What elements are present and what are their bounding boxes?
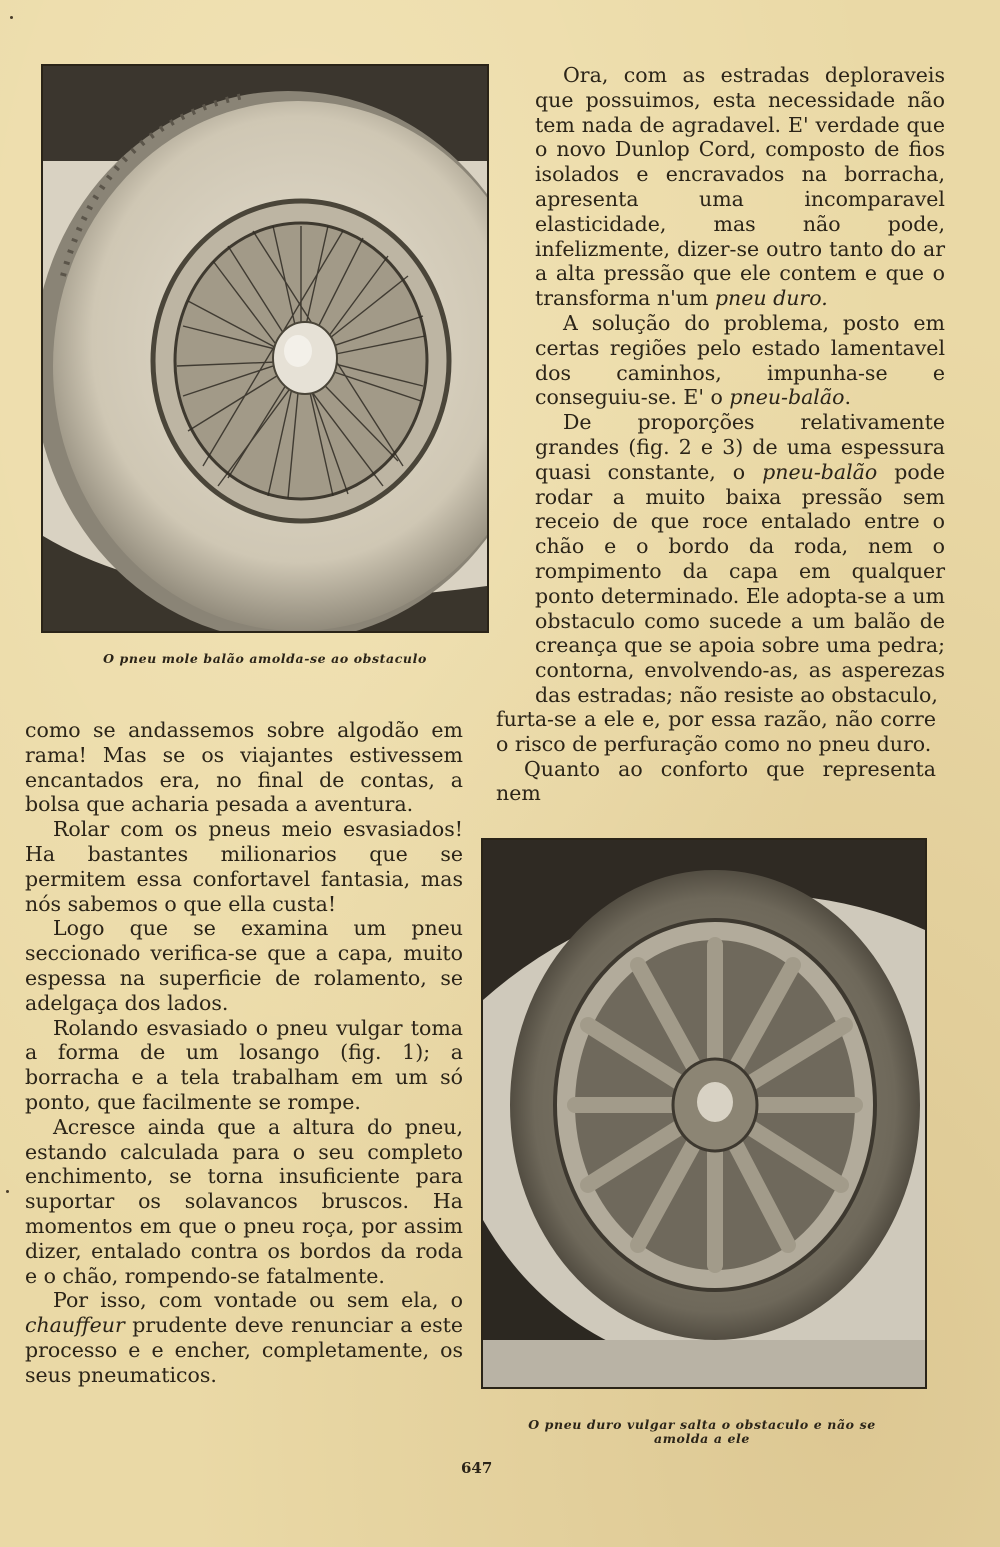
paragraph-text: pode rodar a muito baixa pressão sem receio de que roce entalado entre o chão e o bordo da roda, nem o rompimento da capa em qualquer ponto determinado. Ele adopta-se a um obstaculo como sucede a um balão de creança que se apoia sobre uma pedra; contorna, envolvendo-as, as asperezas das estradas; não resiste ao obstaculo, [535, 459, 945, 707]
emphasis-text: pneu-balão [729, 385, 845, 410]
paragraph [535, 410, 945, 708]
paragraph-text: Ora, com as estradas deploraveis que possuimos, esta necessidade não tem nada de agradavel. E' verdade que o novo Dunlop Cord, composto de fios isolados e encravados na borracha, apresenta uma incomparavel elasticidade, mas não pode, infelizmente, dizer-se outro tanto do ar a alta pressão que ele contem e que o transforma n'um [535, 63, 945, 311]
paragraph [535, 63, 945, 311]
paragraph [25, 1115, 463, 1289]
paragraph-text: prudente deve renunciar a este processo e e encher, completamente, os seus pneumaticos. [25, 1313, 463, 1387]
emphasis-text: pneu duro. [714, 286, 828, 311]
wire-wheel-image [43, 66, 487, 631]
right-column-top [535, 63, 945, 708]
paragraph-text: Quanto ao conforto que representa nem [496, 756, 936, 806]
left-column [25, 718, 463, 1388]
paragraph-text: Rolar com os pneus meio esvasiados! Ha bastantes milionarios que se permitem essa confortavel fantasia, mas nós sabemos o que ella custa! [25, 817, 463, 916]
paragraph-text: como se andassemos sobre algodão em rama! Mas se os viajantes estivessem encantados era, no final de contas, a bolsa que acharia pesada a aventura. [25, 718, 463, 817]
figure-caption: O pneu mole balão amolda-se ao obstaculo [103, 651, 427, 666]
emphasis-text: chauffeur [25, 1313, 125, 1338]
paragraph [25, 817, 463, 916]
paragraph-text: Por isso, com vontade ou sem ela, o [53, 1288, 463, 1313]
paragraph [25, 1288, 463, 1387]
caption-line: amolda a ele [654, 1431, 750, 1446]
paragraph-text: De proporções relativamente grandes (fig. 2 e 3) de uma espessura quasi constante, o [535, 410, 945, 484]
paragraph-text: A solução do problema, posto em certas regiões pelo estado lamentavel dos caminhos, impunha-se e conseguiu-se. E' o [535, 310, 945, 410]
print-speck [10, 16, 13, 19]
paragraph [25, 1016, 463, 1115]
balloon-tire-photo [41, 64, 489, 633]
right-column-bottom [496, 707, 936, 806]
paragraph-text: Acresce ainda que a altura do pneu, estando calculada para o seu completo enchimento, se torna insuficiente para suportar os solavancos bruscos. Ha momentos em que o pneu roça, por assim dizer, entalado contra os bordos da roda e o chão, rompendo-se fatalmente. [25, 1114, 463, 1288]
spoke-wheel-image [483, 840, 925, 1387]
paragraph-text: furta-se a ele e, por essa razão, não corre o risco de perfuração como no pneu duro. [496, 707, 936, 756]
paragraph-text: . [844, 385, 851, 410]
caption-line: O pneu duro vulgar salta o obstaculo e não se [528, 1417, 876, 1432]
figure-caption [500, 1418, 904, 1446]
paragraph [25, 718, 463, 817]
paragraph [496, 707, 936, 757]
paragraph-text: Logo que se examina um pneu seccionado verifica-se que a capa, muito espessa na superficie de rolamento, se adelgaça dos lados. [25, 916, 463, 1015]
paragraph [496, 757, 936, 807]
paragraph [25, 916, 463, 1015]
print-speck [6, 1190, 9, 1193]
hard-tire-photo [481, 838, 927, 1389]
paragraph-text: Rolando esvasiado o pneu vulgar toma a forma de um losango (fig. 1); a borracha e a tela trabalham em um só ponto, que facilmente se rompe. [25, 1015, 463, 1114]
paragraph [535, 311, 945, 410]
emphasis-text: pneu-balão [762, 459, 878, 484]
page-number: 647 [461, 1459, 493, 1477]
